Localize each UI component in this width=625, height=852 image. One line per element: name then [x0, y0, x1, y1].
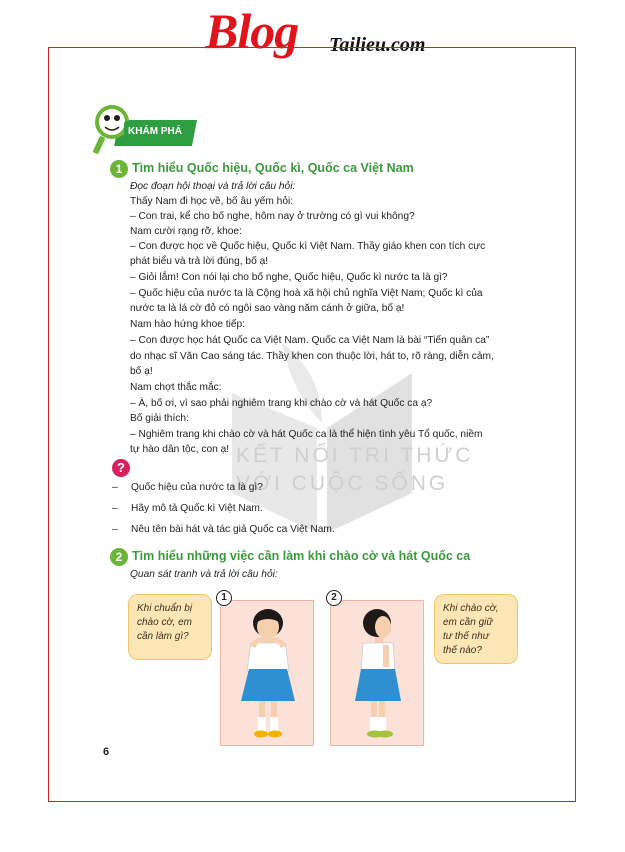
- dialogue-line: – Quốc hiệu của nước ta là Cộng hoà xã hội chủ nghĩa Việt Nam; Quốc kì của: [130, 288, 483, 299]
- illustration-panel-1: [220, 600, 314, 746]
- bubble-line: Khi chào cờ,: [443, 603, 499, 614]
- panel-1-number: 1: [216, 590, 232, 606]
- bubble-line: tư thế như: [443, 631, 490, 642]
- dialogue-line: – Con được học về Quốc hiệu, Quốc kì Việt Nam. Thầy giáo khen con tích cực: [130, 241, 486, 252]
- bubble-line: cần làm gì?: [137, 631, 189, 642]
- logo-blog-text: Blog: [205, 3, 299, 59]
- question-icon: ?: [112, 459, 130, 477]
- dialogue-line: – Nghiêm trang khi chào cờ và hát Quốc ca là thể hiện tình yêu Tổ quốc, niềm: [130, 429, 483, 440]
- question-item: – Quốc hiệu của nước ta là gì?: [112, 482, 263, 493]
- logo-site-text: Tailieu.com: [329, 34, 426, 56]
- watermark-line2: VỚI CUỘC SỐNG: [236, 472, 449, 495]
- dialogue-line: tự hào dân tộc, con ạ!: [130, 444, 230, 455]
- girl-preparing-icon: [221, 601, 315, 747]
- bubble-line: em cần giữ: [443, 617, 493, 628]
- dialogue-line: – À, bố ơi, vì sao phải nghiêm trang khi chào cờ và hát Quốc ca ạ?: [130, 398, 433, 409]
- watermark-line1: KẾT NỐI TRI THỨC: [236, 444, 474, 467]
- bubble-line: chào cờ, em: [137, 617, 192, 628]
- dialogue-line: phát biểu và trả lời đúng, bố ạ!: [130, 256, 269, 267]
- dialogue-line: – Con trai, kể cho bố nghe, hôm nay ở trường có gì vui không?: [130, 211, 415, 222]
- section1-instruction: Đọc đoạn hội thoại và trả lời câu hỏi:: [130, 181, 296, 192]
- dialogue-line: Nam cười rạng rỡ, khoe:: [130, 226, 242, 237]
- dialogue-line: Nam hào hứng khoe tiếp:: [130, 319, 245, 330]
- question-text: Hãy mô tả Quốc kì Việt Nam.: [131, 503, 263, 514]
- kham-pha-label: KHÁM PHÁ: [124, 121, 186, 143]
- bubble-line: Khi chuẩn bị: [137, 603, 193, 614]
- question-item: – Hãy mô tả Quốc kì Việt Nam.: [112, 503, 263, 514]
- dialogue-line: Thấy Nam đi học về, bố âu yếm hỏi:: [130, 196, 294, 207]
- bubble-line: thế nào?: [443, 645, 482, 656]
- panel-2-number: 2: [326, 590, 342, 606]
- dialogue-line: – Giỏi lắm! Con nói lại cho bố nghe, Quốc hiệu, Quốc kì nước ta là gì?: [130, 272, 448, 283]
- girl-saluting-icon: [331, 601, 425, 747]
- section2-instruction: Quan sát tranh và trả lời câu hỏi:: [130, 569, 278, 580]
- question-item: – Nêu tên bài hát và tác giả Quốc ca Việt Nam.: [112, 524, 335, 535]
- section1-number: 1: [110, 160, 128, 178]
- dialogue-line: bố ạ!: [130, 366, 153, 377]
- dialogue-line: Bố giải thích:: [130, 413, 189, 424]
- dialogue-line: – Con được học hát Quốc ca Việt Nam. Quốc ca Việt Nam là bài “Tiến quân ca”: [130, 335, 490, 346]
- question-text: Nêu tên bài hát và tác giả Quốc ca Việt Nam.: [131, 524, 335, 535]
- section2-title: Tìm hiểu những việc cần làm khi chào cờ và hát Quốc ca: [132, 549, 471, 563]
- dialogue-line: nước ta là lá cờ đỏ có ngôi sao vàng năm cánh ở giữa, bố ạ!: [130, 303, 405, 314]
- question-text: Quốc hiệu của nước ta là gì?: [131, 482, 263, 493]
- section1-title: Tìm hiểu Quốc hiệu, Quốc kì, Quốc ca Việt Nam: [132, 161, 414, 175]
- dialogue-line: Nam chợt thắc mắc:: [130, 382, 222, 393]
- speech-bubble-right: [434, 594, 518, 664]
- speech-bubble-left: [128, 594, 212, 660]
- section2-number: 2: [110, 548, 128, 566]
- dialogue-line: do nhạc sĩ Văn Cao sáng tác. Thầy khen con thuộc lời, hát to, rõ ràng, diễn cảm,: [130, 351, 494, 362]
- page-number: 6: [103, 746, 110, 758]
- illustration-panel-2: [330, 600, 424, 746]
